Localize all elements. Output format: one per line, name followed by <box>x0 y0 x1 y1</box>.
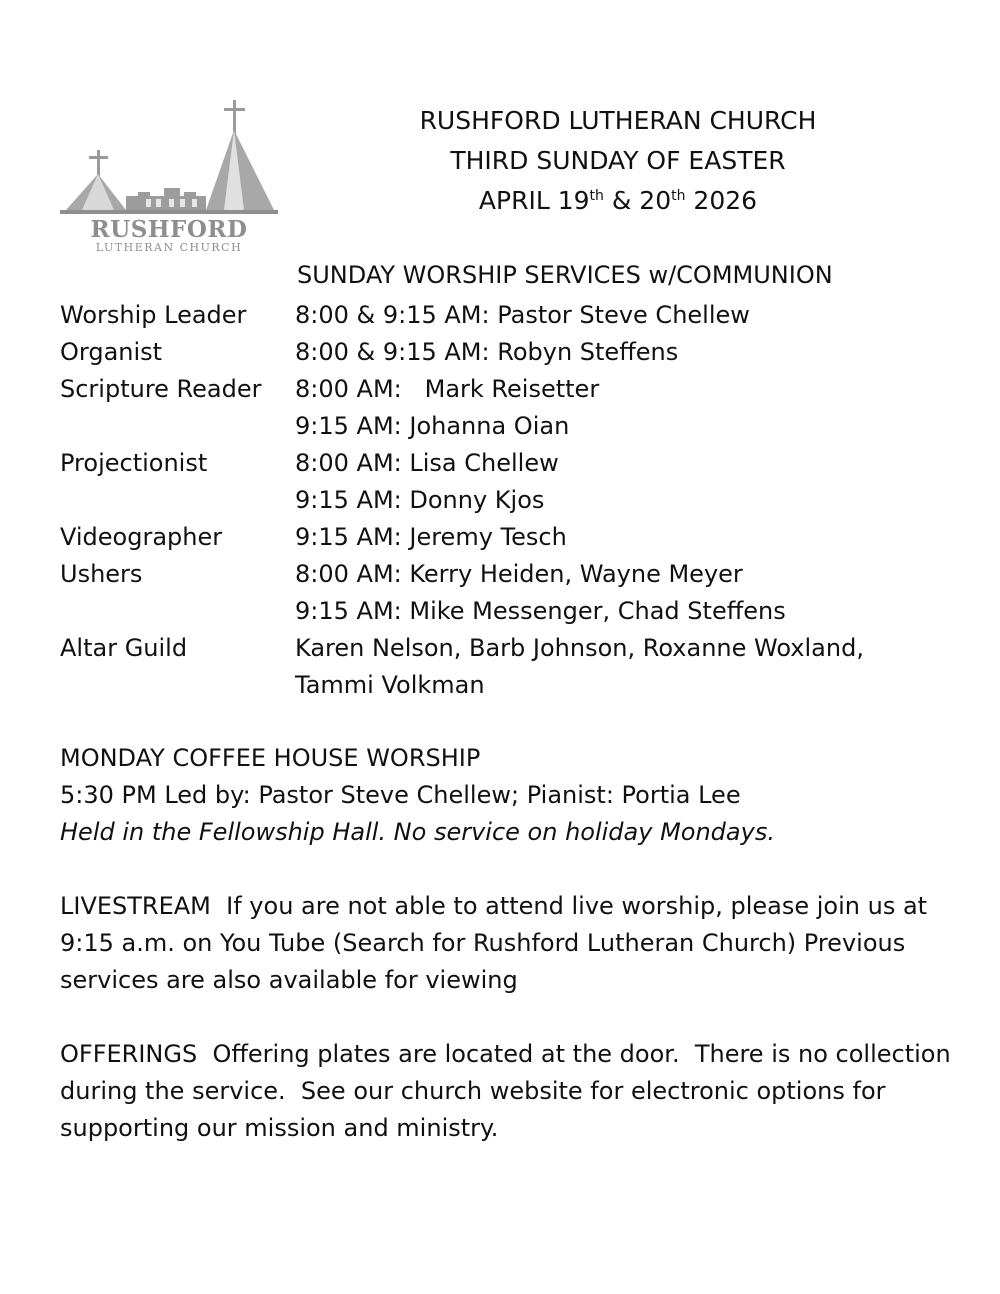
schedule-role: Ushers <box>60 560 143 588</box>
schedule-detail: Tammi Volkman <box>295 671 485 699</box>
schedule-row <box>60 556 864 593</box>
schedule-row <box>60 408 864 445</box>
monday-section <box>60 740 960 851</box>
schedule-role: Organist <box>60 338 163 366</box>
offerings-text: OFFERINGS Offering plates are located at the door. There is no collection during the service. See our church website for electronic options for supporting our mission and ministry. <box>60 1040 959 1142</box>
schedule-detail: Karen Nelson, Barb Johnson, Roxanne Woxland, <box>295 634 864 662</box>
schedule-role: Projectionist <box>60 449 208 477</box>
schedule-role: Worship Leader <box>60 301 247 329</box>
schedule-role <box>60 408 295 445</box>
schedule-row <box>60 371 864 408</box>
schedule-detail: 9:15 AM: Mike Messenger, Chad Steffens <box>295 597 786 625</box>
schedule-detail: 8:00 AM: Lisa Chellew <box>295 449 559 477</box>
schedule-row <box>60 630 864 667</box>
schedule-detail: 9:15 AM: Johanna Oian <box>295 412 570 440</box>
schedule-row <box>60 519 864 556</box>
schedule-role: Videographer <box>60 523 223 551</box>
schedule-detail: 8:00 & 9:15 AM: Robyn Steffens <box>295 338 679 366</box>
schedule-role <box>60 482 295 519</box>
schedule-role: Scripture Reader <box>60 375 262 403</box>
schedule-detail: 8:00 AM: Kerry Heiden, Wayne Meyer <box>295 560 743 588</box>
schedule-detail: 9:15 AM: Donny Kjos <box>295 486 545 514</box>
schedule-row <box>60 334 864 371</box>
logo-tagline: LUTHERAN CHURCH <box>95 241 243 254</box>
services-heading: SUNDAY WORSHIP SERVICES w/COMMUNION <box>297 261 833 289</box>
bulletin-header <box>318 101 918 221</box>
schedule-row <box>60 297 864 334</box>
logo-name: RUSHFORD <box>90 216 248 243</box>
church-logo <box>56 98 282 258</box>
church-name: RUSHFORD LUTHERAN CHURCH <box>419 106 817 135</box>
schedule-role <box>60 593 295 630</box>
occasion-title: THIRD SUNDAY OF EASTER <box>450 146 786 175</box>
schedule-row <box>60 445 864 482</box>
offerings-section <box>60 1036 960 1147</box>
livestream-text: LIVESTREAM If you are not able to attend live worship, please join us at 9:15 a.m. on You Tube (Search for Rushford Lutheran Church) Previous services are also available for viewing <box>60 892 935 994</box>
monday-note: Held in the Fellowship Hall. No service on holiday Mondays. <box>60 818 775 846</box>
service-date: APRIL 19th & 20th 2026 <box>478 186 758 215</box>
schedule-row <box>60 593 864 630</box>
schedule-row <box>60 482 864 519</box>
schedule-row <box>60 667 864 704</box>
livestream-section <box>60 888 960 999</box>
schedule-detail: 8:00 AM: Mark Reisetter <box>295 375 600 403</box>
schedule-detail: 8:00 & 9:15 AM: Pastor Steve Chellew <box>295 301 750 329</box>
schedule-role: Altar Guild <box>60 634 188 662</box>
church-steeples-logo <box>56 98 282 218</box>
monday-details: 5:30 PM Led by: Pastor Steve Chellew; Pianist: Portia Lee <box>60 781 741 809</box>
schedule-role <box>60 667 295 704</box>
volunteer-schedule <box>60 297 864 704</box>
monday-title: MONDAY COFFEE HOUSE WORSHIP <box>60 744 481 772</box>
schedule-detail: 9:15 AM: Jeremy Tesch <box>295 523 567 551</box>
